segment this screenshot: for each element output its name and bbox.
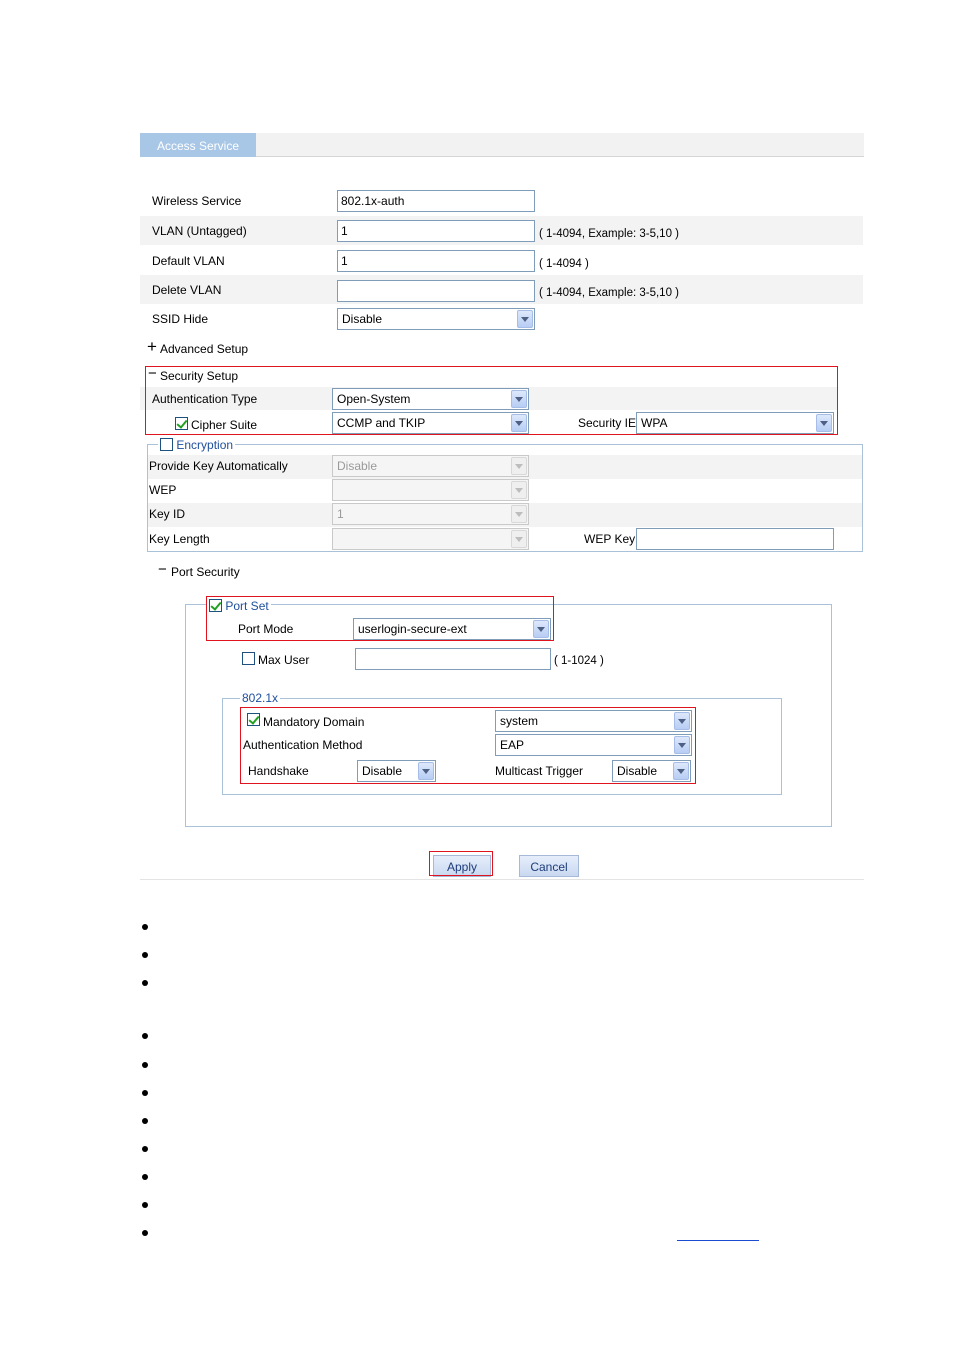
list-item-bullet [142, 980, 148, 986]
max-user-input[interactable] [355, 648, 551, 670]
key-id-value: 1 [337, 507, 344, 521]
wireless-service-input[interactable]: 802.1x-auth [337, 190, 535, 212]
vlan-untagged-hint: ( 1-4094, Example: 3-5,10 ) [539, 228, 679, 240]
wep-key-label: WEP Key [584, 532, 636, 546]
ssid-hide-value: Disable [342, 312, 383, 326]
hyperlink-underline[interactable] [677, 1240, 759, 1241]
max-user-hint: ( 1-1024 ) [554, 655, 604, 667]
list-item-bullet [142, 1090, 148, 1096]
advanced-setup-label[interactable]: Advanced Setup [160, 342, 249, 356]
multicast-trigger-label: Multicast Trigger [495, 764, 584, 778]
delete-vlan-hint: ( 1-4094, Example: 3-5,10 ) [539, 287, 679, 299]
encryption-label: Encryption [176, 438, 234, 452]
authentication-method-value: EAP [500, 738, 525, 752]
max-user-checkbox[interactable] [242, 652, 255, 665]
chevron-down-icon [511, 457, 527, 475]
cipher-suite-label: Cipher Suite [191, 418, 258, 432]
provide-key-automatically-select[interactable] [332, 455, 529, 477]
security-setup-toggle-icon[interactable]: − [148, 365, 157, 382]
apply-highlight [429, 851, 493, 876]
security-ie-select[interactable] [636, 412, 834, 434]
chevron-down-icon [511, 390, 527, 408]
max-user-label: Max User [258, 653, 310, 667]
encryption-checkbox[interactable] [160, 438, 173, 451]
port-set-checkbox[interactable] [209, 599, 222, 612]
chevron-down-icon [816, 414, 832, 432]
key-id-select[interactable] [332, 503, 529, 525]
port-security-toggle-icon[interactable]: − [158, 561, 167, 578]
list-item-bullet [142, 1118, 148, 1124]
port-mode-label: Port Mode [238, 622, 294, 636]
list-item-bullet [142, 1174, 148, 1180]
security-ie-label: Security IE [578, 416, 637, 430]
chevron-down-icon [674, 712, 690, 730]
port-mode-value: userlogin-secure-ext [358, 622, 467, 636]
security-setup-label[interactable]: Security Setup [160, 369, 239, 383]
chevron-down-icon [517, 310, 533, 328]
authentication-method-label: Authentication Method [243, 738, 363, 752]
authentication-type-value: Open-System [337, 392, 411, 406]
chevron-down-icon [511, 414, 527, 432]
list-item-bullet [142, 1202, 148, 1208]
cancel-button[interactable]: Cancel [519, 855, 579, 877]
port-set-legend [207, 599, 271, 613]
default-vlan-label: Default VLAN [152, 254, 225, 268]
chevron-down-icon [511, 530, 527, 548]
list-item-bullet [142, 1230, 148, 1236]
wireless-service-label: Wireless Service [152, 194, 242, 208]
tab-access-service[interactable]: Access Service [140, 133, 256, 157]
encryption-legend [158, 438, 235, 452]
cipher-suite-select[interactable] [332, 412, 529, 434]
list-item-bullet [142, 1062, 148, 1068]
key-length-label: Key Length [149, 532, 210, 546]
port-mode-select[interactable] [353, 618, 551, 640]
mandatory-domain-label: Mandatory Domain [263, 715, 365, 729]
list-item-bullet [142, 952, 148, 958]
wep-key-input[interactable] [636, 528, 834, 550]
wep-label: WEP [149, 483, 177, 497]
ssid-hide-select[interactable] [337, 308, 535, 330]
dot1x-legend [240, 691, 280, 705]
wep-select[interactable] [332, 479, 529, 501]
cipher-suite-checkbox[interactable] [175, 417, 188, 430]
default-vlan-input[interactable]: 1 [337, 250, 535, 272]
delete-vlan-label: Delete VLAN [152, 283, 222, 297]
authentication-type-select[interactable] [332, 388, 529, 410]
footer-divider [140, 879, 864, 880]
list-item-bullet [142, 1033, 148, 1039]
handshake-label: Handshake [248, 764, 309, 778]
authentication-type-label: Authentication Type [152, 392, 258, 406]
provide-key-automatically-label: Provide Key Automatically [149, 459, 288, 473]
key-id-label: Key ID [149, 507, 186, 521]
port-set-label: Port Set [225, 599, 269, 613]
chevron-down-icon [533, 620, 549, 638]
ssid-hide-label: SSID Hide [152, 312, 209, 326]
advanced-setup-toggle-icon[interactable]: + [147, 337, 157, 356]
chevron-down-icon [511, 481, 527, 499]
chevron-down-icon [673, 762, 689, 780]
key-length-select[interactable] [332, 528, 529, 550]
vlan-untagged-input[interactable]: 1 [337, 220, 535, 242]
default-vlan-hint: ( 1-4094 ) [539, 258, 589, 270]
cipher-suite-value: CCMP and TKIP [337, 416, 426, 430]
handshake-value: Disable [362, 764, 403, 778]
mandatory-domain-value: system [500, 714, 539, 728]
list-item-bullet [142, 1146, 148, 1152]
chevron-down-icon [418, 762, 434, 780]
authentication-method-select[interactable] [495, 734, 692, 756]
multicast-trigger-value: Disable [617, 764, 658, 778]
delete-vlan-input[interactable] [337, 280, 535, 302]
security-ie-value: WPA [641, 416, 668, 430]
chevron-down-icon [674, 736, 690, 754]
port-security-label[interactable]: Port Security [171, 565, 240, 579]
multicast-trigger-select[interactable] [612, 760, 691, 782]
provide-key-automatically-value: Disable [337, 459, 378, 473]
apply-button[interactable]: Apply [433, 855, 491, 877]
handshake-select[interactable] [357, 760, 436, 782]
mandatory-domain-select[interactable] [495, 710, 692, 732]
mandatory-domain-checkbox[interactable] [247, 713, 260, 726]
list-item-bullet [142, 924, 148, 930]
vlan-untagged-label: VLAN (Untagged) [152, 224, 247, 238]
dot1x-legend-label: 802.1x [242, 691, 279, 705]
chevron-down-icon [511, 505, 527, 523]
tab-bar [140, 133, 864, 157]
